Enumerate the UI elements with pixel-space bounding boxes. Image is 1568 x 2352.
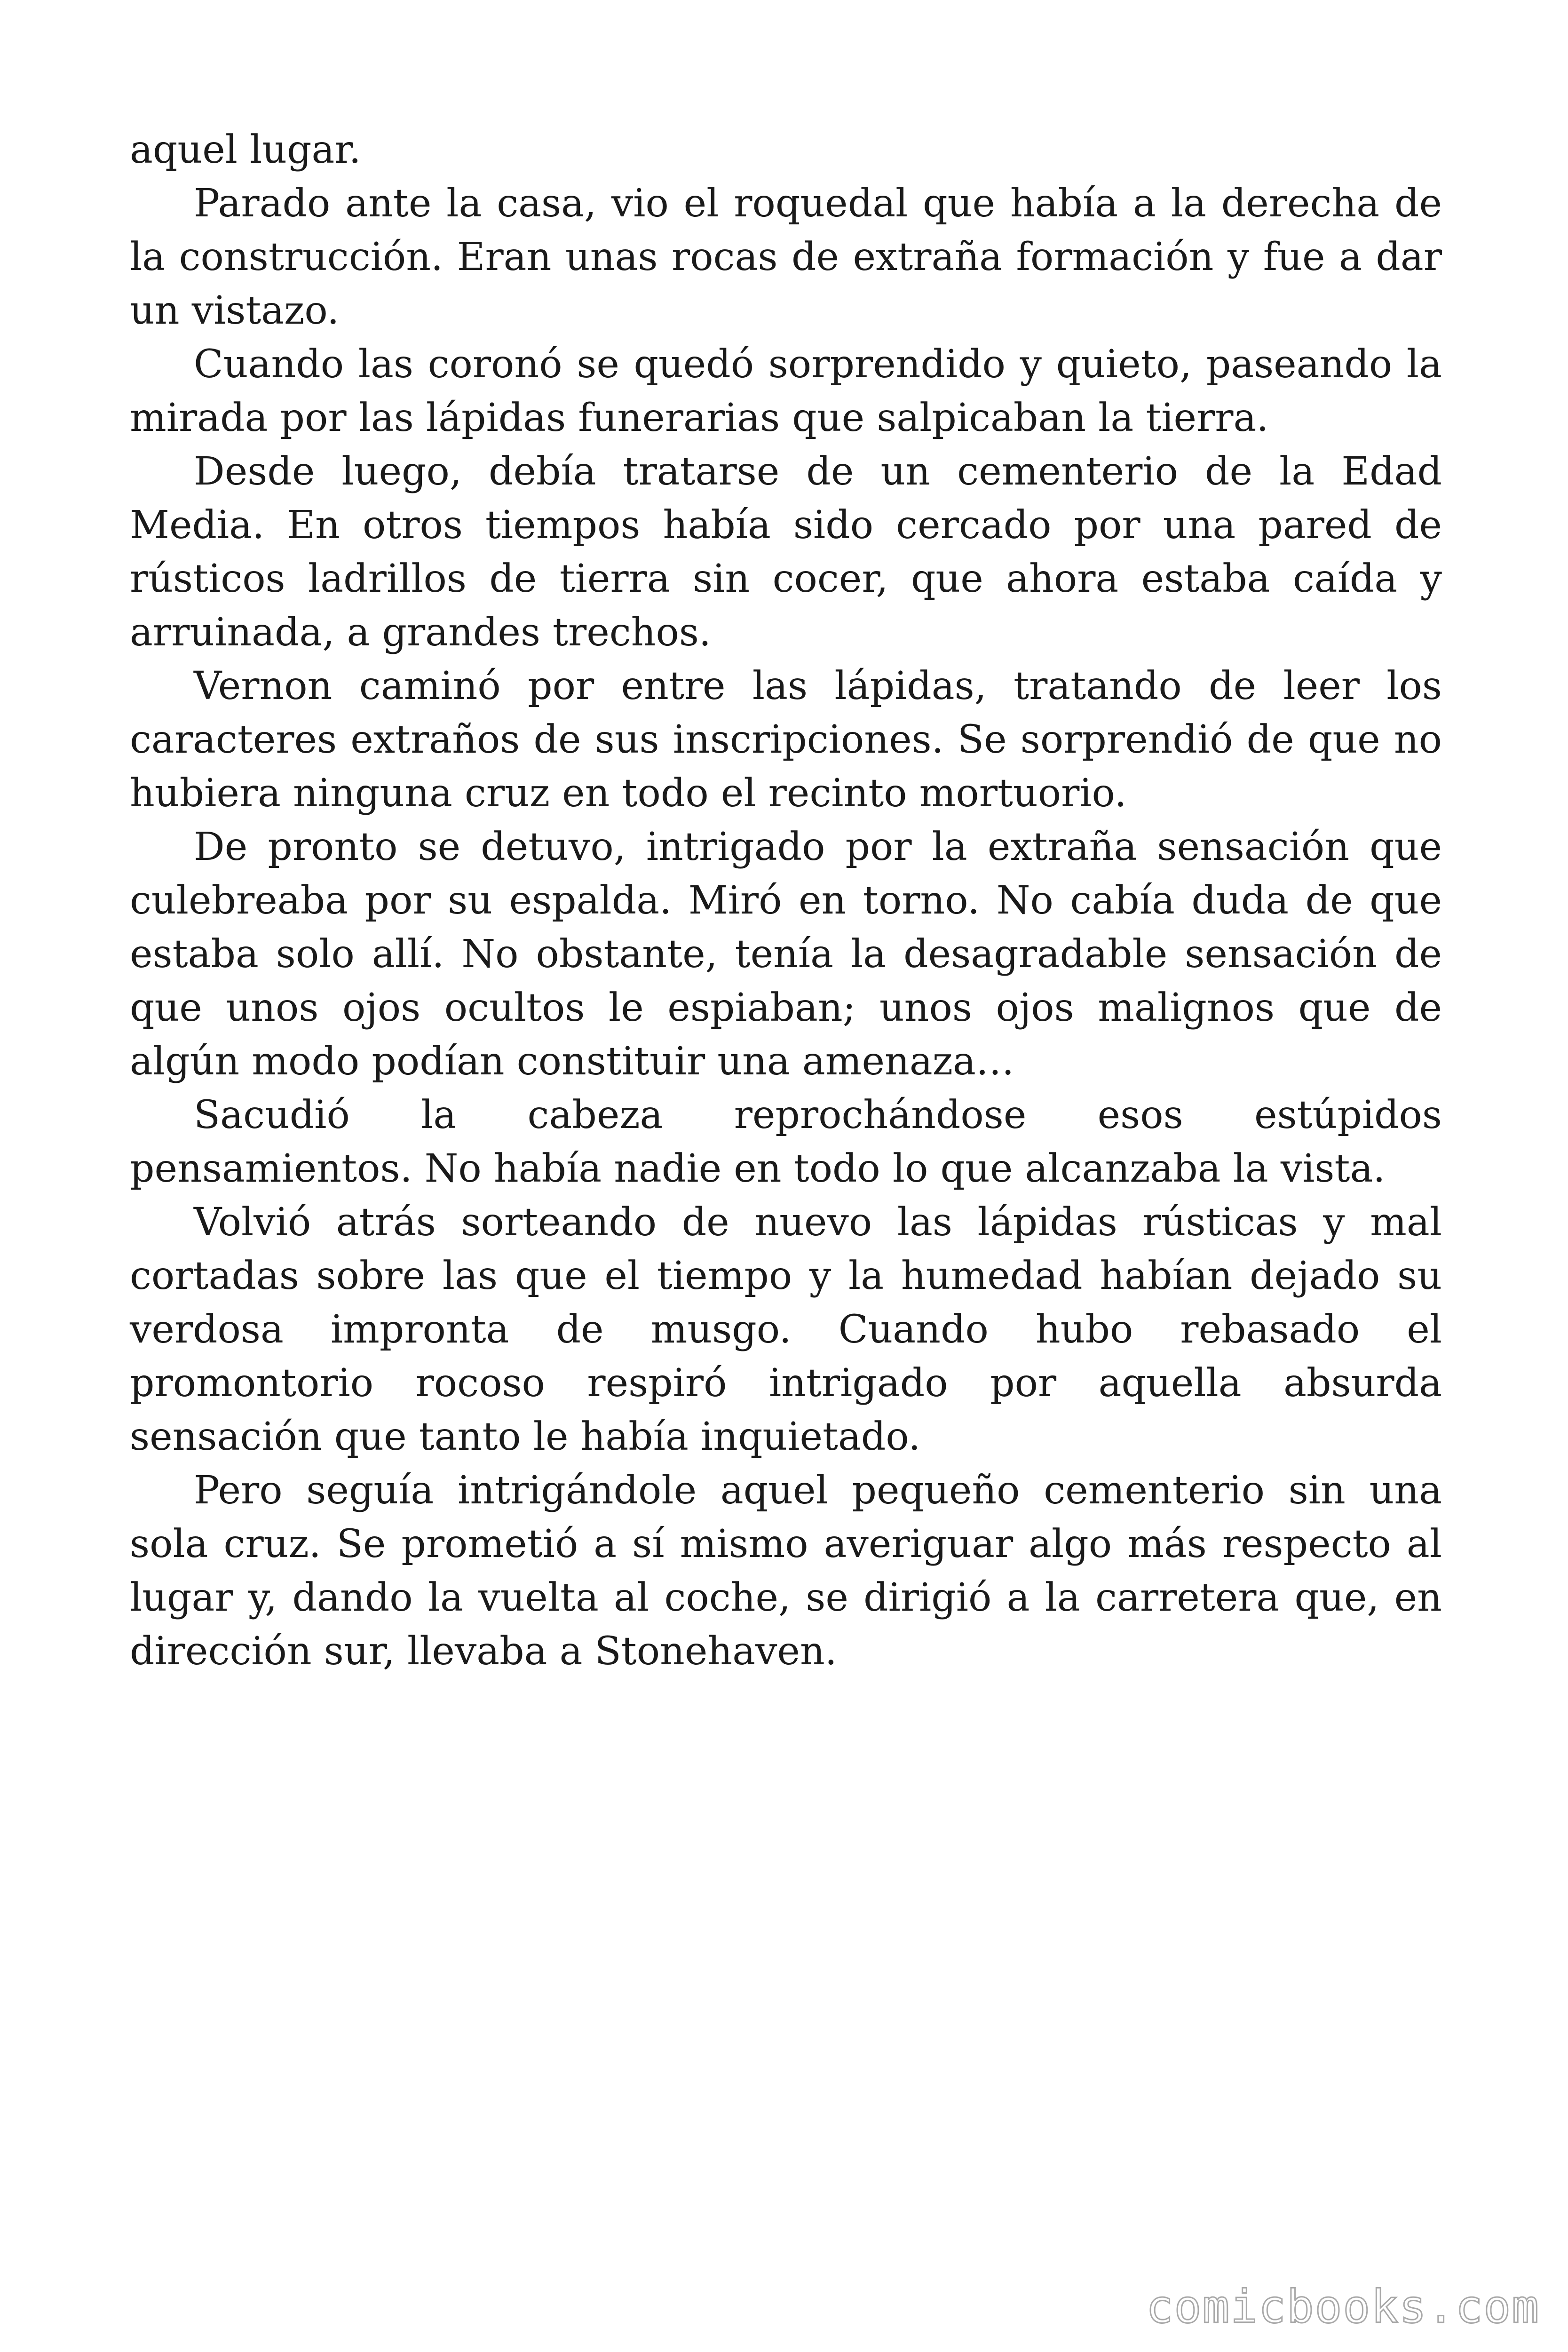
paragraph: Vernon caminó por entre las lápidas, tratando de leer los caracteres extraños de sus inscripciones. Se sorprendió de que no hubiera ninguna cruz en todo el recinto mortuorio. — [130, 664, 1442, 816]
body-text — [130, 123, 1442, 1678]
watermark: comicbooks.com — [1146, 2280, 1540, 2333]
paragraph: Sacudió la cabeza reprochándose esos estúpidos pensamientos. No había nadie en todo lo que alcanzaba la vista. — [130, 1093, 1442, 1191]
paragraph-continuation: aquel lugar. — [130, 127, 361, 172]
paragraph: Volvió atrás sorteando de nuevo las lápidas rústicas y mal cortadas sobre las que el tiempo y la humedad habían dejado su verdosa impronta de musgo. Cuando hubo rebasado el promontorio rocoso respiró intrigado por aquella absurda sensación que tanto le había inquietado. — [130, 1200, 1442, 1459]
paragraph: De pronto se detuvo, intrigado por la extraña sensación que culebreaba por su espalda. Miró en torno. No cabía duda de que estaba solo allí. No obstante, tenía la desagradable sensación de que unos ojos ocultos le espiaban; unos ojos malignos que de algún modo podían constituir una amenaza… — [130, 825, 1442, 1084]
paragraph: Parado ante la casa, vio el roquedal que había a la derecha de la construcción. Eran unas rocas de extraña formación y fue a dar un vistazo. — [130, 181, 1442, 333]
paragraph: Pero seguía intrigándole aquel pequeño cementerio sin una sola cruz. Se prometió a sí mismo averiguar algo más respecto al lugar y, dando la vuelta al coche, se dirigió a la carretera que, en dirección sur, llevaba a Stonehaven. — [130, 1468, 1442, 1674]
paragraph: Desde luego, debía tratarse de un cementerio de la Edad Media. En otros tiempos había sido cercado por una pared de rústicos ladrillos de tierra sin cocer, que ahora estaba caída y arruinada, a grandes trechos. — [130, 449, 1442, 655]
paragraph: Cuando las coronó se quedó sorprendido y quieto, paseando la mirada por las lápidas funerarias que salpicaban la tierra. — [130, 342, 1442, 440]
